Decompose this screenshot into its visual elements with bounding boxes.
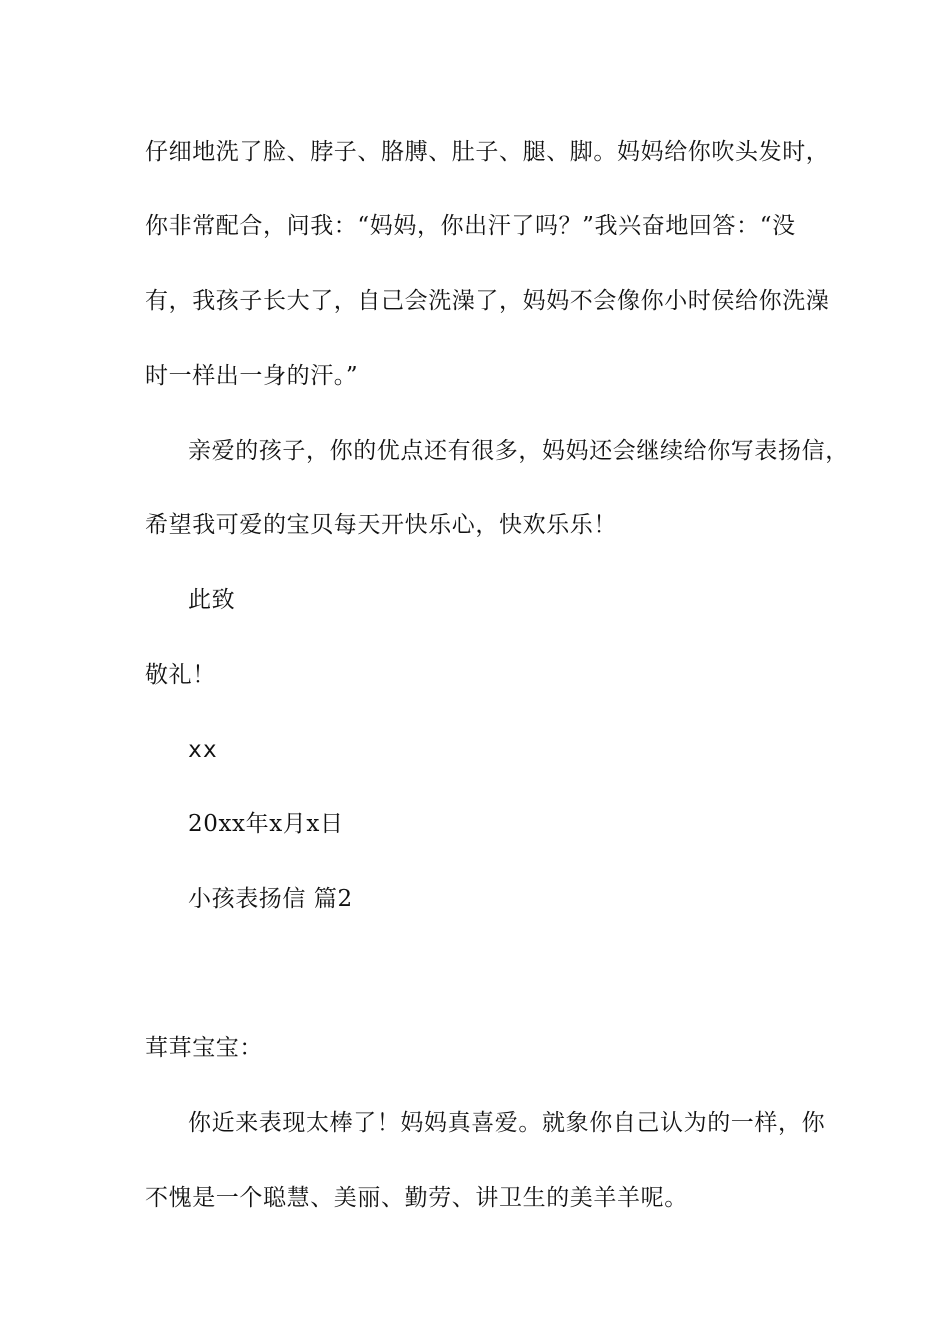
paragraph-line: 不愧是一个聪慧、美丽、勤劳、讲卫生的美羊羊呢。 bbox=[145, 1185, 688, 1211]
paragraph-line: 有，我孩子长大了，自己会洗澡了，妈妈不会像你小时侯给你洗澡 bbox=[145, 288, 830, 314]
signature: xx bbox=[188, 737, 218, 763]
paragraph-line: 时一样出一身的汗。” bbox=[145, 363, 359, 389]
closing-line: 此致 bbox=[188, 587, 236, 613]
section-heading: 小孩表扬信 篇2 bbox=[188, 886, 353, 912]
paragraph-line: 你近来表现太棒了！妈妈真喜爱。就象你自己认为的一样，你 bbox=[188, 1110, 826, 1136]
paragraph-line: 亲爱的孩子，你的优点还有很多，妈妈还会继续给你写表扬信， bbox=[188, 438, 849, 464]
paragraph-line: 仔细地洗了脸、脖子、胳膊、肚子、腿、脚。妈妈给你吹头发时， bbox=[145, 139, 830, 165]
date-line: 20xx年x月x日 bbox=[188, 811, 344, 837]
paragraph-line: 你非常配合，问我：“妈妈，你出汗了吗？”我兴奋地回答：“没 bbox=[145, 213, 796, 239]
paragraph-line: 希望我可爱的宝贝每天开快乐心，快欢乐乐！ bbox=[145, 512, 617, 538]
salutation: 茸茸宝宝： bbox=[145, 1035, 263, 1061]
closing-salute: 敬礼！ bbox=[145, 662, 216, 688]
